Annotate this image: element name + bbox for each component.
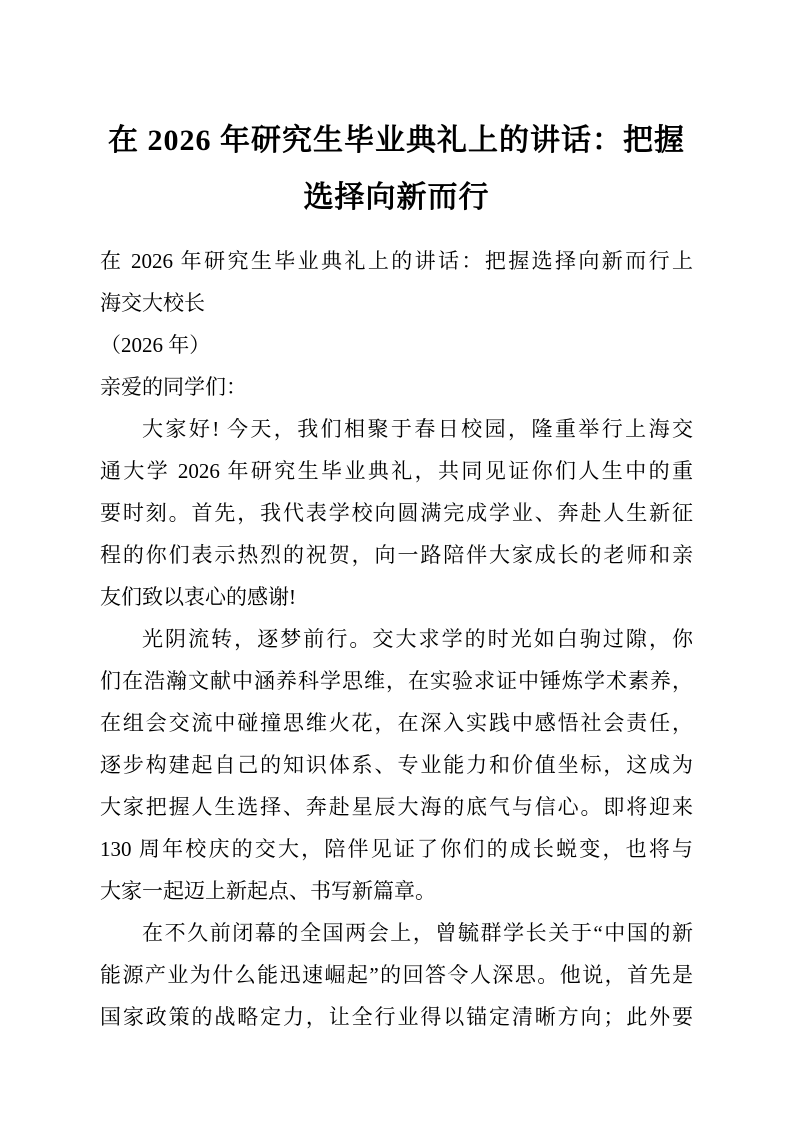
text-line: 亲爱的同学们： — [100, 375, 247, 399]
paragraph-heading-repeat — [100, 240, 693, 324]
text-line: 能源产业为什么能迅速崛起”的回答令人深思。他说，首先是 — [100, 963, 693, 987]
text-line: 光阴流转，逐梦前行。交大求学的时光如白驹过隙，你 — [142, 627, 693, 651]
text-line: 130 周年校庆的交大，陪伴见证了你们的成长蜕变，也将与 — [100, 837, 693, 861]
text-line: 在 2026 年研究生毕业典礼上的讲话：把握选择向新而行上 — [100, 249, 693, 273]
text-line: 在组会交流中碰撞思维火花，在深入实践中感悟社会责任， — [100, 711, 693, 735]
paragraph-salutation — [100, 366, 693, 408]
text-line: 海交大校长 — [100, 291, 205, 315]
text-line: 国家政策的战略定力，让全行业得以锚定清晰方向；此外要 — [100, 1005, 693, 1029]
title-line-2: 选择向新而行 — [303, 181, 490, 214]
text-line: 大家把握人生选择、奔赴星辰大海的底气与信心。即将迎来 — [100, 795, 693, 819]
text-line: 要时刻。首先，我代表学校向圆满完成学业、奔赴人生新征 — [100, 501, 693, 525]
text-line: 大家好! 今天，我们相聚于春日校园，隆重举行上海交 — [142, 417, 693, 441]
text-line: （2026 年） — [100, 333, 211, 357]
document-title — [100, 112, 693, 226]
paragraph-year — [100, 324, 693, 366]
text-line: 在不久前闭幕的全国两会上，曾毓群学长关于“中国的新 — [142, 921, 693, 945]
title-line-1: 在 2026 年研究生毕业典礼上的讲话：把握 — [108, 124, 685, 157]
text-line: 通大学 2026 年研究生毕业典礼，共同见证你们人生中的重 — [100, 459, 693, 483]
text-line: 逐步构建起自己的知识体系、专业能力和价值坐标，这成为 — [100, 753, 693, 777]
text-line: 大家一起迈上新起点、书写新篇章。 — [100, 879, 436, 903]
text-line: 们在浩瀚文献中涵养科学思维，在实验求证中锤炼学术素养， — [100, 669, 693, 693]
text-line: 程的你们表示热烈的祝贺，向一路陪伴大家成长的老师和亲 — [100, 543, 693, 567]
text-line: 友们致以衷心的感谢! — [100, 585, 296, 609]
paragraph-campus-years — [100, 618, 693, 912]
paragraph-greeting — [100, 408, 693, 618]
paragraph-two-sessions — [100, 912, 693, 1038]
document-body — [100, 240, 693, 1038]
